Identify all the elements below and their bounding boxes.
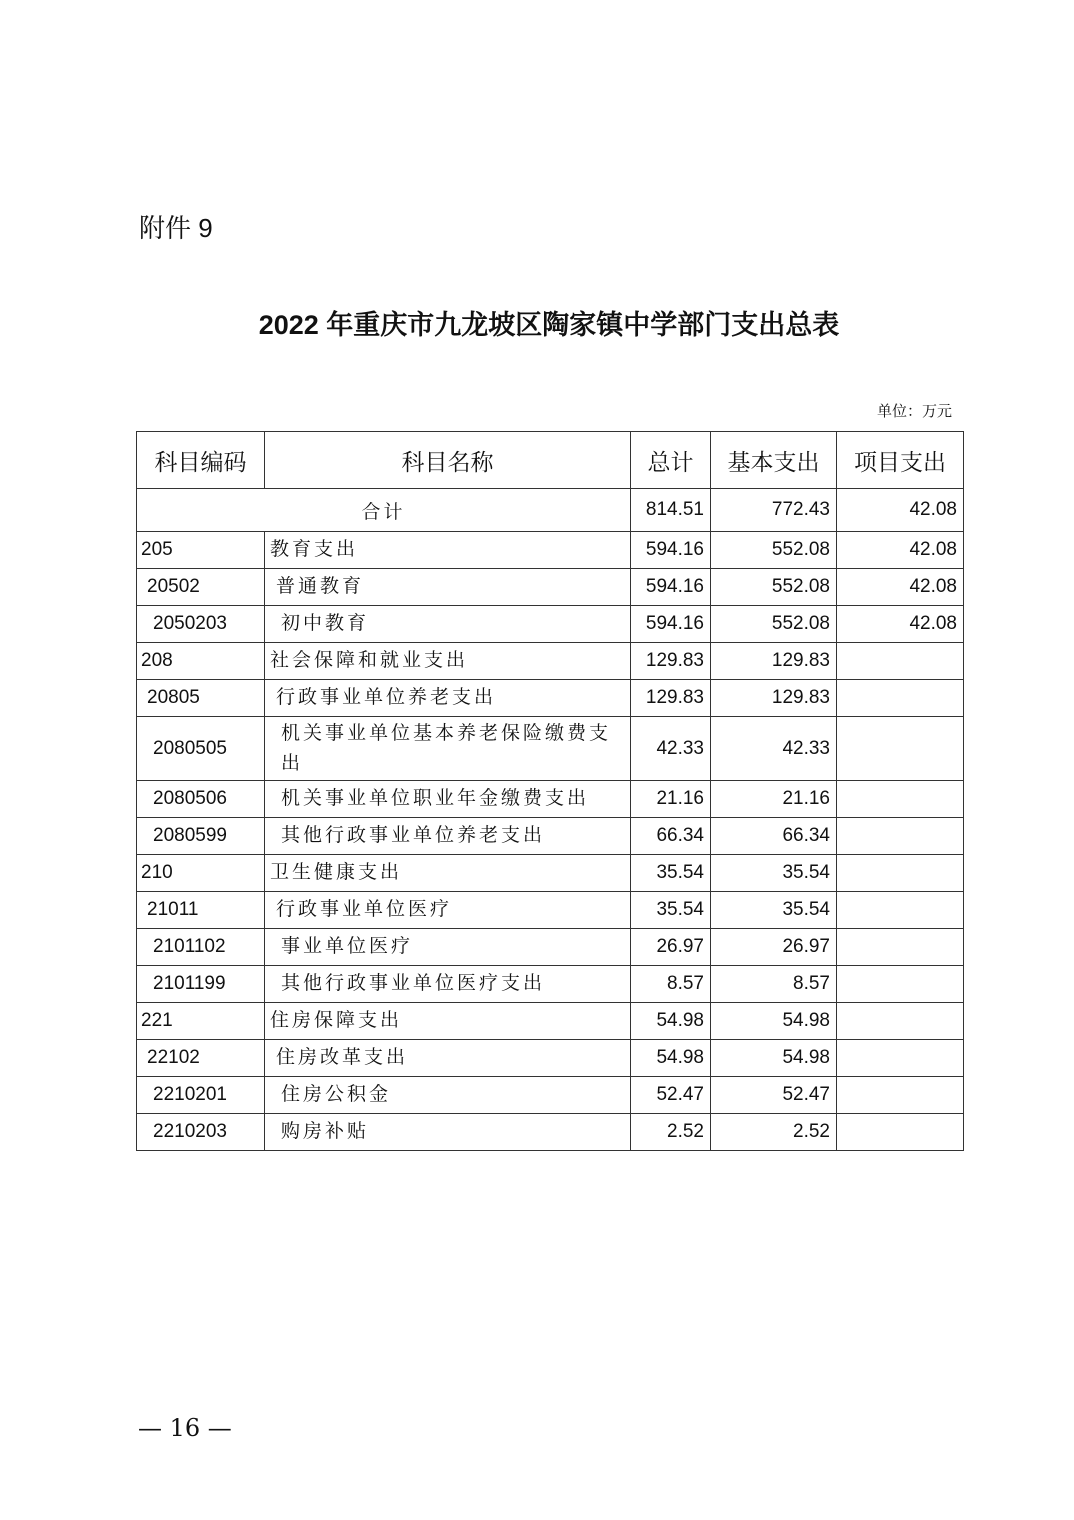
- row-basic: 42.33: [711, 717, 837, 781]
- table-row: [137, 569, 964, 606]
- header-name: 科目名称: [265, 432, 631, 489]
- row-total: 594.16: [631, 606, 711, 643]
- row-total: 35.54: [631, 892, 711, 929]
- row-total: 35.54: [631, 855, 711, 892]
- summary-row: [137, 489, 964, 532]
- row-basic: 66.34: [711, 818, 837, 855]
- row-total: 66.34: [631, 818, 711, 855]
- row-code: 2101199: [137, 966, 265, 1003]
- row-basic: 35.54: [711, 892, 837, 929]
- row-name: 卫生健康支出: [265, 855, 631, 892]
- row-basic: 35.54: [711, 855, 837, 892]
- header-project: 项目支出: [837, 432, 964, 489]
- table-row: [137, 892, 964, 929]
- row-project: [837, 818, 964, 855]
- row-basic: 552.08: [711, 606, 837, 643]
- row-name: 普通教育: [265, 569, 631, 606]
- row-code: 2080505: [137, 717, 265, 781]
- table-row: [137, 855, 964, 892]
- table-header-row: [137, 432, 964, 489]
- table-row: [137, 680, 964, 717]
- page-title: 2022 年重庆市九龙坡区陶家镇中学部门支出总表: [258, 310, 840, 340]
- row-code: 2101102: [137, 929, 265, 966]
- row-basic: 129.83: [711, 643, 837, 680]
- row-total: 129.83: [631, 680, 711, 717]
- row-code: 2210203: [137, 1114, 265, 1151]
- row-code: 21011: [137, 892, 265, 929]
- table-row: [137, 606, 964, 643]
- row-name: 机关事业单位职业年金缴费支出: [265, 781, 631, 818]
- row-project: [837, 781, 964, 818]
- page-number: — 16 —: [138, 1414, 232, 1442]
- row-name: 住房改革支出: [265, 1040, 631, 1077]
- row-code: 2210201: [137, 1077, 265, 1114]
- row-total: 2.52: [631, 1114, 711, 1151]
- row-project: [837, 1003, 964, 1040]
- row-basic: 552.08: [711, 569, 837, 606]
- row-basic: 21.16: [711, 781, 837, 818]
- unit-label: 单位：万元: [876, 402, 952, 420]
- row-total: 21.16: [631, 781, 711, 818]
- summary-basic: 772.43: [711, 489, 837, 532]
- row-total: 594.16: [631, 569, 711, 606]
- row-project: 42.08: [837, 569, 964, 606]
- row-project: [837, 1040, 964, 1077]
- table-row: [137, 643, 964, 680]
- row-code: 210: [137, 855, 265, 892]
- summary-label: 合计: [137, 489, 631, 532]
- table-row: [137, 966, 964, 1003]
- row-code: 2080506: [137, 781, 265, 818]
- row-project: 42.08: [837, 532, 964, 569]
- header-basic: 基本支出: [711, 432, 837, 489]
- table-row: [137, 1040, 964, 1077]
- row-name: 其他行政事业单位养老支出: [265, 818, 631, 855]
- row-total: 129.83: [631, 643, 711, 680]
- row-total: 54.98: [631, 1040, 711, 1077]
- header-code: 科目编码: [137, 432, 265, 489]
- row-basic: 54.98: [711, 1040, 837, 1077]
- table-row: [137, 818, 964, 855]
- row-name: 社会保障和就业支出: [265, 643, 631, 680]
- row-project: [837, 855, 964, 892]
- row-name: 住房保障支出: [265, 1003, 631, 1040]
- row-code: 22102: [137, 1040, 265, 1077]
- row-total: 594.16: [631, 532, 711, 569]
- row-code: 20805: [137, 680, 265, 717]
- row-name: 购房补贴: [265, 1114, 631, 1151]
- table-row: [137, 929, 964, 966]
- row-code: 221: [137, 1003, 265, 1040]
- row-project: [837, 892, 964, 929]
- row-project: [837, 1114, 964, 1151]
- row-basic: 52.47: [711, 1077, 837, 1114]
- row-code: 205: [137, 532, 265, 569]
- table-row: [137, 781, 964, 818]
- row-total: 26.97: [631, 929, 711, 966]
- row-project: 42.08: [837, 606, 964, 643]
- table-body: [137, 532, 964, 1151]
- row-code: 2080599: [137, 818, 265, 855]
- row-basic: 129.83: [711, 680, 837, 717]
- row-name: 机关事业单位基本养老保险缴费支出: [265, 717, 631, 781]
- table-row: [137, 532, 964, 569]
- expenditure-table: [136, 431, 964, 1151]
- row-code: 2050203: [137, 606, 265, 643]
- table-row: [137, 1003, 964, 1040]
- row-name: 教育支出: [265, 532, 631, 569]
- row-total: 42.33: [631, 717, 711, 781]
- header-total: 总计: [631, 432, 711, 489]
- row-name: 住房公积金: [265, 1077, 631, 1114]
- row-name: 事业单位医疗: [265, 929, 631, 966]
- row-basic: 552.08: [711, 532, 837, 569]
- summary-project: 42.08: [837, 489, 964, 532]
- row-code: 20502: [137, 569, 265, 606]
- row-name: 初中教育: [265, 606, 631, 643]
- row-basic: 54.98: [711, 1003, 837, 1040]
- row-project: [837, 929, 964, 966]
- row-project: [837, 680, 964, 717]
- table-row: [137, 717, 964, 781]
- attachment-label: 附件 9: [139, 213, 213, 243]
- row-project: [837, 1077, 964, 1114]
- row-project: [837, 643, 964, 680]
- row-name: 行政事业单位养老支出: [265, 680, 631, 717]
- row-basic: 2.52: [711, 1114, 837, 1151]
- row-basic: 8.57: [711, 966, 837, 1003]
- row-total: 52.47: [631, 1077, 711, 1114]
- row-name: 其他行政事业单位医疗支出: [265, 966, 631, 1003]
- row-basic: 26.97: [711, 929, 837, 966]
- table-row: [137, 1114, 964, 1151]
- row-total: 8.57: [631, 966, 711, 1003]
- row-project: [837, 717, 964, 781]
- row-total: 54.98: [631, 1003, 711, 1040]
- row-code: 208: [137, 643, 265, 680]
- row-project: [837, 966, 964, 1003]
- summary-total: 814.51: [631, 489, 711, 532]
- row-name: 行政事业单位医疗: [265, 892, 631, 929]
- table-row: [137, 1077, 964, 1114]
